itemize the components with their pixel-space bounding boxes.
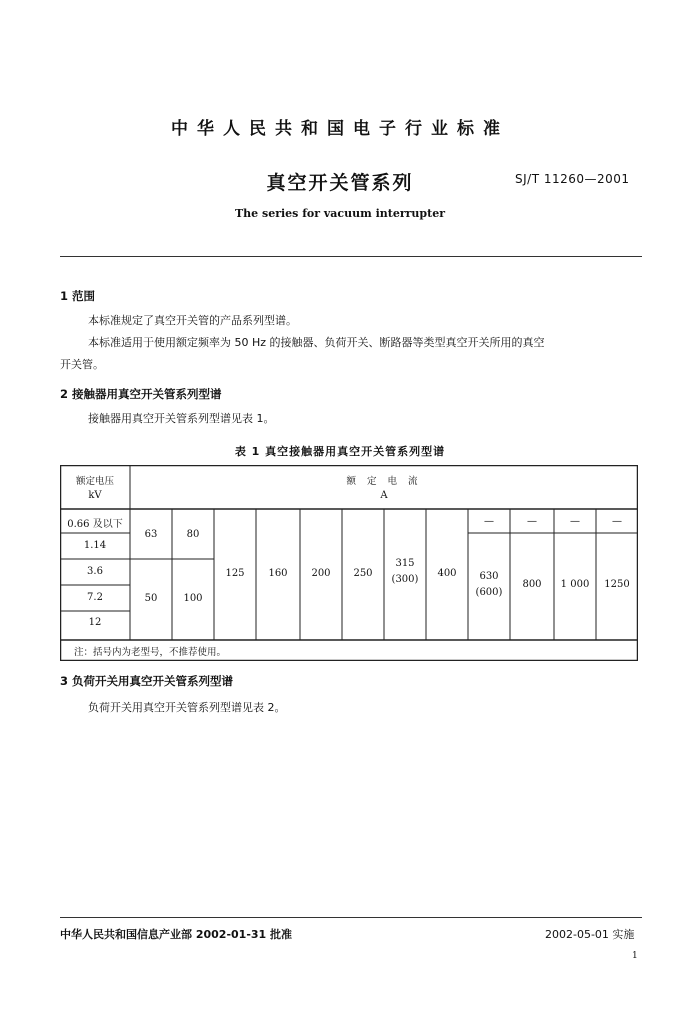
current-unit: A (380, 490, 388, 501)
approval-date: 中华人民共和国信息产业部 2002-01-31 批准 (60, 928, 293, 941)
voltage-row-4: 7.2 (87, 592, 103, 603)
section-1-para-2: 本标准适用于使用额定频率为 50 Hz 的接触器、负荷开关、断路器等类型真空开关所用的真空 (88, 336, 545, 349)
voltage-unit: kV (88, 490, 102, 501)
current-125: 125 (225, 568, 245, 579)
english-title: The series for vacuum interrupter (235, 207, 445, 220)
current-315: 315 (395, 558, 415, 569)
current-250: 250 (353, 568, 373, 579)
voltage-row-3: 3.6 (87, 566, 103, 577)
dash-630: — (484, 516, 494, 527)
footer-divider (60, 917, 642, 918)
implementation-date: 2002-05-01 实施 (545, 928, 635, 941)
header-divider (60, 256, 642, 257)
table-1 (60, 465, 638, 661)
current-63: 63 (144, 529, 158, 540)
section-2-para-1: 接触器用真空开关管系列型谱见表 1。 (88, 412, 275, 425)
current-1000: 1 000 (560, 579, 590, 590)
doc-title: 真空开关管系列 (266, 172, 414, 194)
section-1-para-2-cont: 开关管。 (60, 358, 104, 371)
current-80: 80 (186, 529, 200, 540)
dash-1250: — (612, 516, 622, 527)
table-1-note: 注：括号内为老型号，不推荐使用。 (74, 647, 227, 658)
section-2-heading: 2 接触器用真空开关管系列型谱 (60, 387, 222, 401)
section-1-para-1: 本标准规定了真空开关管的产品系列型谱。 (88, 314, 297, 327)
org-title: 中华人民共和国电子行业标准 (171, 119, 509, 139)
table-1-caption: 表 1 真空接触器用真空开关管系列型谱 (234, 445, 446, 458)
section-3-para-1: 负荷开关用真空开关管系列型谱见表 2。 (88, 701, 286, 714)
current-50: 50 (144, 593, 158, 604)
dash-1000: — (570, 516, 580, 527)
section-1-heading: 1 范围 (60, 289, 96, 303)
current-630: 630 (479, 571, 499, 582)
current-400: 400 (437, 568, 457, 579)
page-number: 1 (632, 951, 638, 961)
section-3-heading: 3 负荷开关用真空开关管系列型谱 (60, 674, 234, 688)
current-300-old: (300) (391, 574, 419, 585)
current-1250: 1250 (604, 579, 630, 590)
current-100: 100 (183, 593, 203, 604)
voltage-row-5: 12 (88, 617, 102, 628)
current-160: 160 (268, 568, 288, 579)
current-200: 200 (311, 568, 331, 579)
voltage-row-1: 0.66 及以下 (67, 519, 123, 530)
voltage-row-2: 1.14 (83, 540, 107, 551)
dash-800: — (527, 516, 537, 527)
current-header: 额 定 电 流 (346, 476, 422, 487)
current-600-old: (600) (475, 587, 503, 598)
current-800: 800 (522, 579, 542, 590)
standard-number: SJ/T 11260—2001 (515, 172, 630, 186)
voltage-header: 额定电压 (75, 476, 114, 487)
